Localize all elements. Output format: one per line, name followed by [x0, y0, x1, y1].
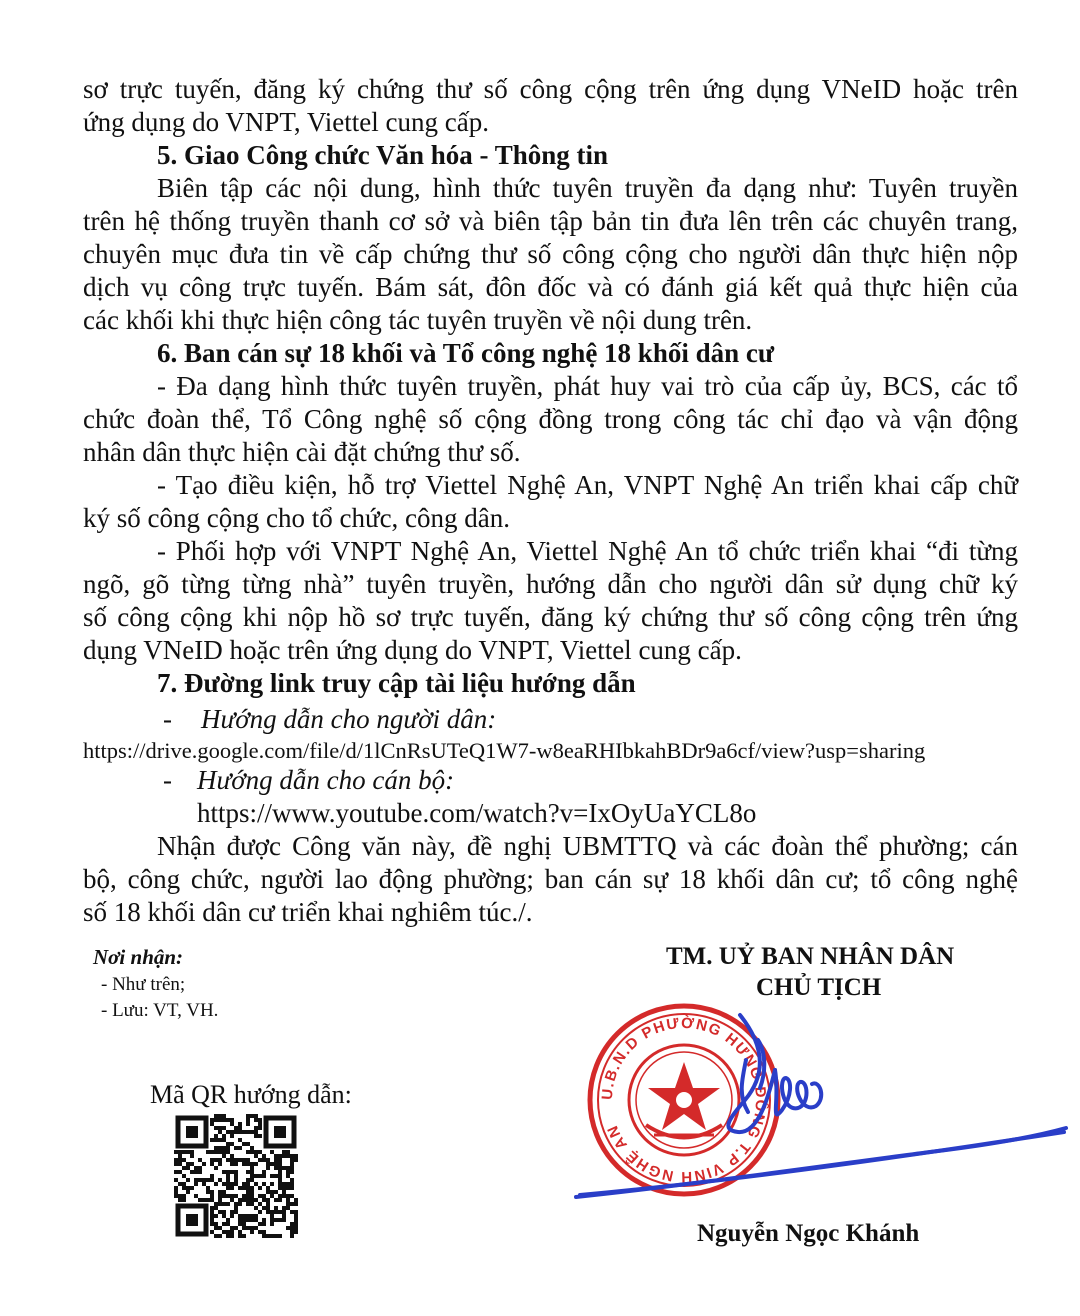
section-heading-7: 7. Đường link truy cập tài liệu hướng dẫn: [157, 668, 636, 698]
body-line: trên hệ thống truyền thanh cơ sở và biên tập bản tin đưa lên trên các chuyên trang,: [83, 206, 1018, 236]
section-heading-5: 5. Giao Công chức Văn hóa - Thông tin: [157, 140, 609, 170]
body-line: - Phối hợp với VNPT Nghệ An, Viettel Nghệ An tổ chức triển khai “đi từng: [157, 536, 1018, 566]
body-line: chuyên mục đưa tin về cấp chứng thư số công cộng cho người dân thực hiện nộp: [83, 239, 1018, 269]
guide-staff-link[interactable]: https://www.youtube.com/watch?v=IxOyUaYCL8o: [197, 798, 757, 828]
seal-text: U.B.N.D PHƯỜNG HƯNG ĐÔNG T.P VINH NGHỆ AN: [598, 1014, 770, 1186]
recipient-item: - Như trên;: [101, 974, 186, 995]
guide-citizen-label: Hướng dẫn cho người dân:: [201, 704, 497, 734]
body-line: ký số công cộng cho tổ chức, công dân.: [83, 503, 511, 533]
body-line: nhân dân thực hiện cài đặt chứng thư số.: [83, 437, 521, 467]
qr-code-icon: [174, 1114, 298, 1238]
body-line: số công cộng khi nộp hồ sơ trực tuyến, đăng ký chứng thư số công cộng trên ứng: [83, 602, 1018, 632]
guide-citizen-link[interactable]: https://drive.google.com/file/d/1lCnRsUTeQ1W7-w8eaRHIbkahBDr9a6cf/view?usp=sharing: [83, 738, 926, 763]
guide-staff-label: Hướng dẫn cho cán bộ:: [197, 765, 455, 795]
body-line: các khối khi thực hiện công tác tuyên truyền về nội dung trên.: [83, 305, 753, 335]
signer-name: Nguyễn Ngọc Khánh: [697, 1220, 920, 1247]
handwritten-signature: [570, 1000, 1070, 1210]
body-line: sơ trực tuyến, đăng ký chứng thư số công cộng trên ứng dụng VNeID hoặc trên: [83, 74, 1018, 104]
body-line: - Tạo điều kiện, hỗ trợ Viettel Nghệ An, VNPT Nghệ An triển khai cấp chữ: [157, 470, 1018, 500]
qr-label: Mã QR hướng dẫn:: [150, 1080, 352, 1109]
guide-citizen-bullet: -: [163, 704, 172, 734]
body-line: dịch vụ công trực tuyến. Bám sát, đôn đốc và có đánh giá kết quả thực hiện của: [83, 272, 1018, 302]
body-line: Biên tập các nội dung, hình thức tuyên truyền đa dạng như: Tuyên truyền: [157, 173, 1018, 203]
body-line: - Đa dạng hình thức tuyên truyền, phát huy vai trò của cấp ủy, BCS, các tổ: [157, 371, 1018, 401]
section-heading-6: 6. Ban cán sự 18 khối và Tổ công nghệ 18 khối dân cư: [157, 338, 775, 368]
body-line: ngõ, gõ từng từng nhà” tuyên truyền, hướng dẫn cho người dân sử dụng chữ ký: [83, 569, 1018, 599]
body-line: Nhận được Công văn này, đề nghị UBMTTQ và các đoàn thể phường; cán: [157, 831, 1018, 861]
body-line: ứng dụng do VNPT, Viettel cung cấp.: [83, 107, 489, 137]
body-line: dụng VNeID hoặc trên ứng dụng do VNPT, Viettel cung cấp.: [83, 635, 742, 665]
recipients-title: Nơi nhận:: [93, 945, 184, 969]
signature-role: CHỦ TỊCH: [756, 974, 882, 1001]
body-line: số 18 khối dân cư triển khai nghiêm túc./.: [83, 897, 533, 927]
signature-org: TM. UỶ BAN NHÂN DÂN: [666, 943, 955, 970]
body-line: bộ, công chức, người lao động phường; ban cán sự 18 khối dân cư; tổ công nghệ: [83, 864, 1018, 894]
body-line: chức đoàn thể, Tổ Công nghệ số cộng đồng trong công tác chỉ đạo và vận động: [83, 404, 1018, 434]
recipient-item: - Lưu: VT, VH.: [101, 1000, 219, 1021]
guide-staff-bullet: -: [163, 765, 172, 795]
